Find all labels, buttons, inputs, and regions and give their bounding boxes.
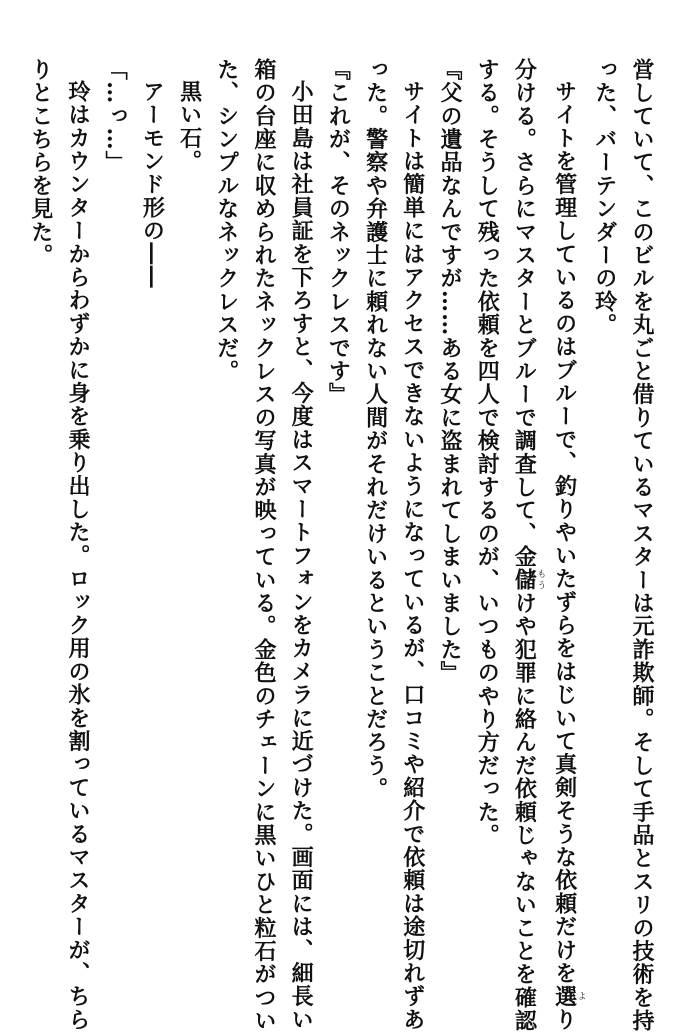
vertical-text-body xyxy=(20,58,660,1032)
text-line: 箱の台座に収められたネックレスの写真が映っている。金色のチェーンに黒いひと粒石がつい xyxy=(250,58,277,1032)
text-line: りとこちらを見た。 xyxy=(27,58,54,267)
dialogue-line: 『父の遺品なんですが……ある女に盗まれてしまいました』 xyxy=(436,58,463,685)
text-line: サイトを管理しているのはブルーで、釣りやいたずらをはじいて真剣そうな依頼だけを選より xyxy=(551,80,586,1032)
text-line: 玲はカウンターからわずかに身を乗り出した。ロック用の氷を割っているマスターが、ちら xyxy=(64,80,91,1032)
text-line: サイトは簡単にはアクセスできないようになっているが、口コミや紹介で依頼は途切れずあ xyxy=(399,80,426,1032)
text-line: 黒い石。 xyxy=(176,80,203,173)
text-line: 営していて、このビルを丸ごと借りているマスターは元詐欺師。そして手品とスリの技術を持 xyxy=(629,58,655,1032)
text-line: った。警察や弁護士に頼れない人間がそれだけいるということだろう。 xyxy=(362,58,389,801)
text-line: する。そうして残った依頼を四人で検討するのが、いつものやり方だった。 xyxy=(474,58,501,847)
ruby-annotation: 儲もう xyxy=(511,568,546,592)
text-line: った、バーテンダーの玲。 xyxy=(591,58,618,337)
dialogue-line: 『これが、そのネックレスです』 xyxy=(325,58,352,406)
text-line: アーモンド形の―― xyxy=(139,80,166,289)
text-line: 分ける。さらにマスターとブルーで調査して、金儲もうけや犯罪に絡んだ依頼じゃないことを確認 xyxy=(511,58,546,1032)
text-line: た、シンプルなネックレスだ。 xyxy=(213,58,240,383)
ruby-annotation: 選よ xyxy=(551,984,586,1009)
text-line: 小田島は社員証を下ろすと、今度はスマートフォンをカメラに近づけた。画面には、細長い xyxy=(288,80,315,1032)
dialogue-line: 「…っ…」 xyxy=(102,58,129,174)
